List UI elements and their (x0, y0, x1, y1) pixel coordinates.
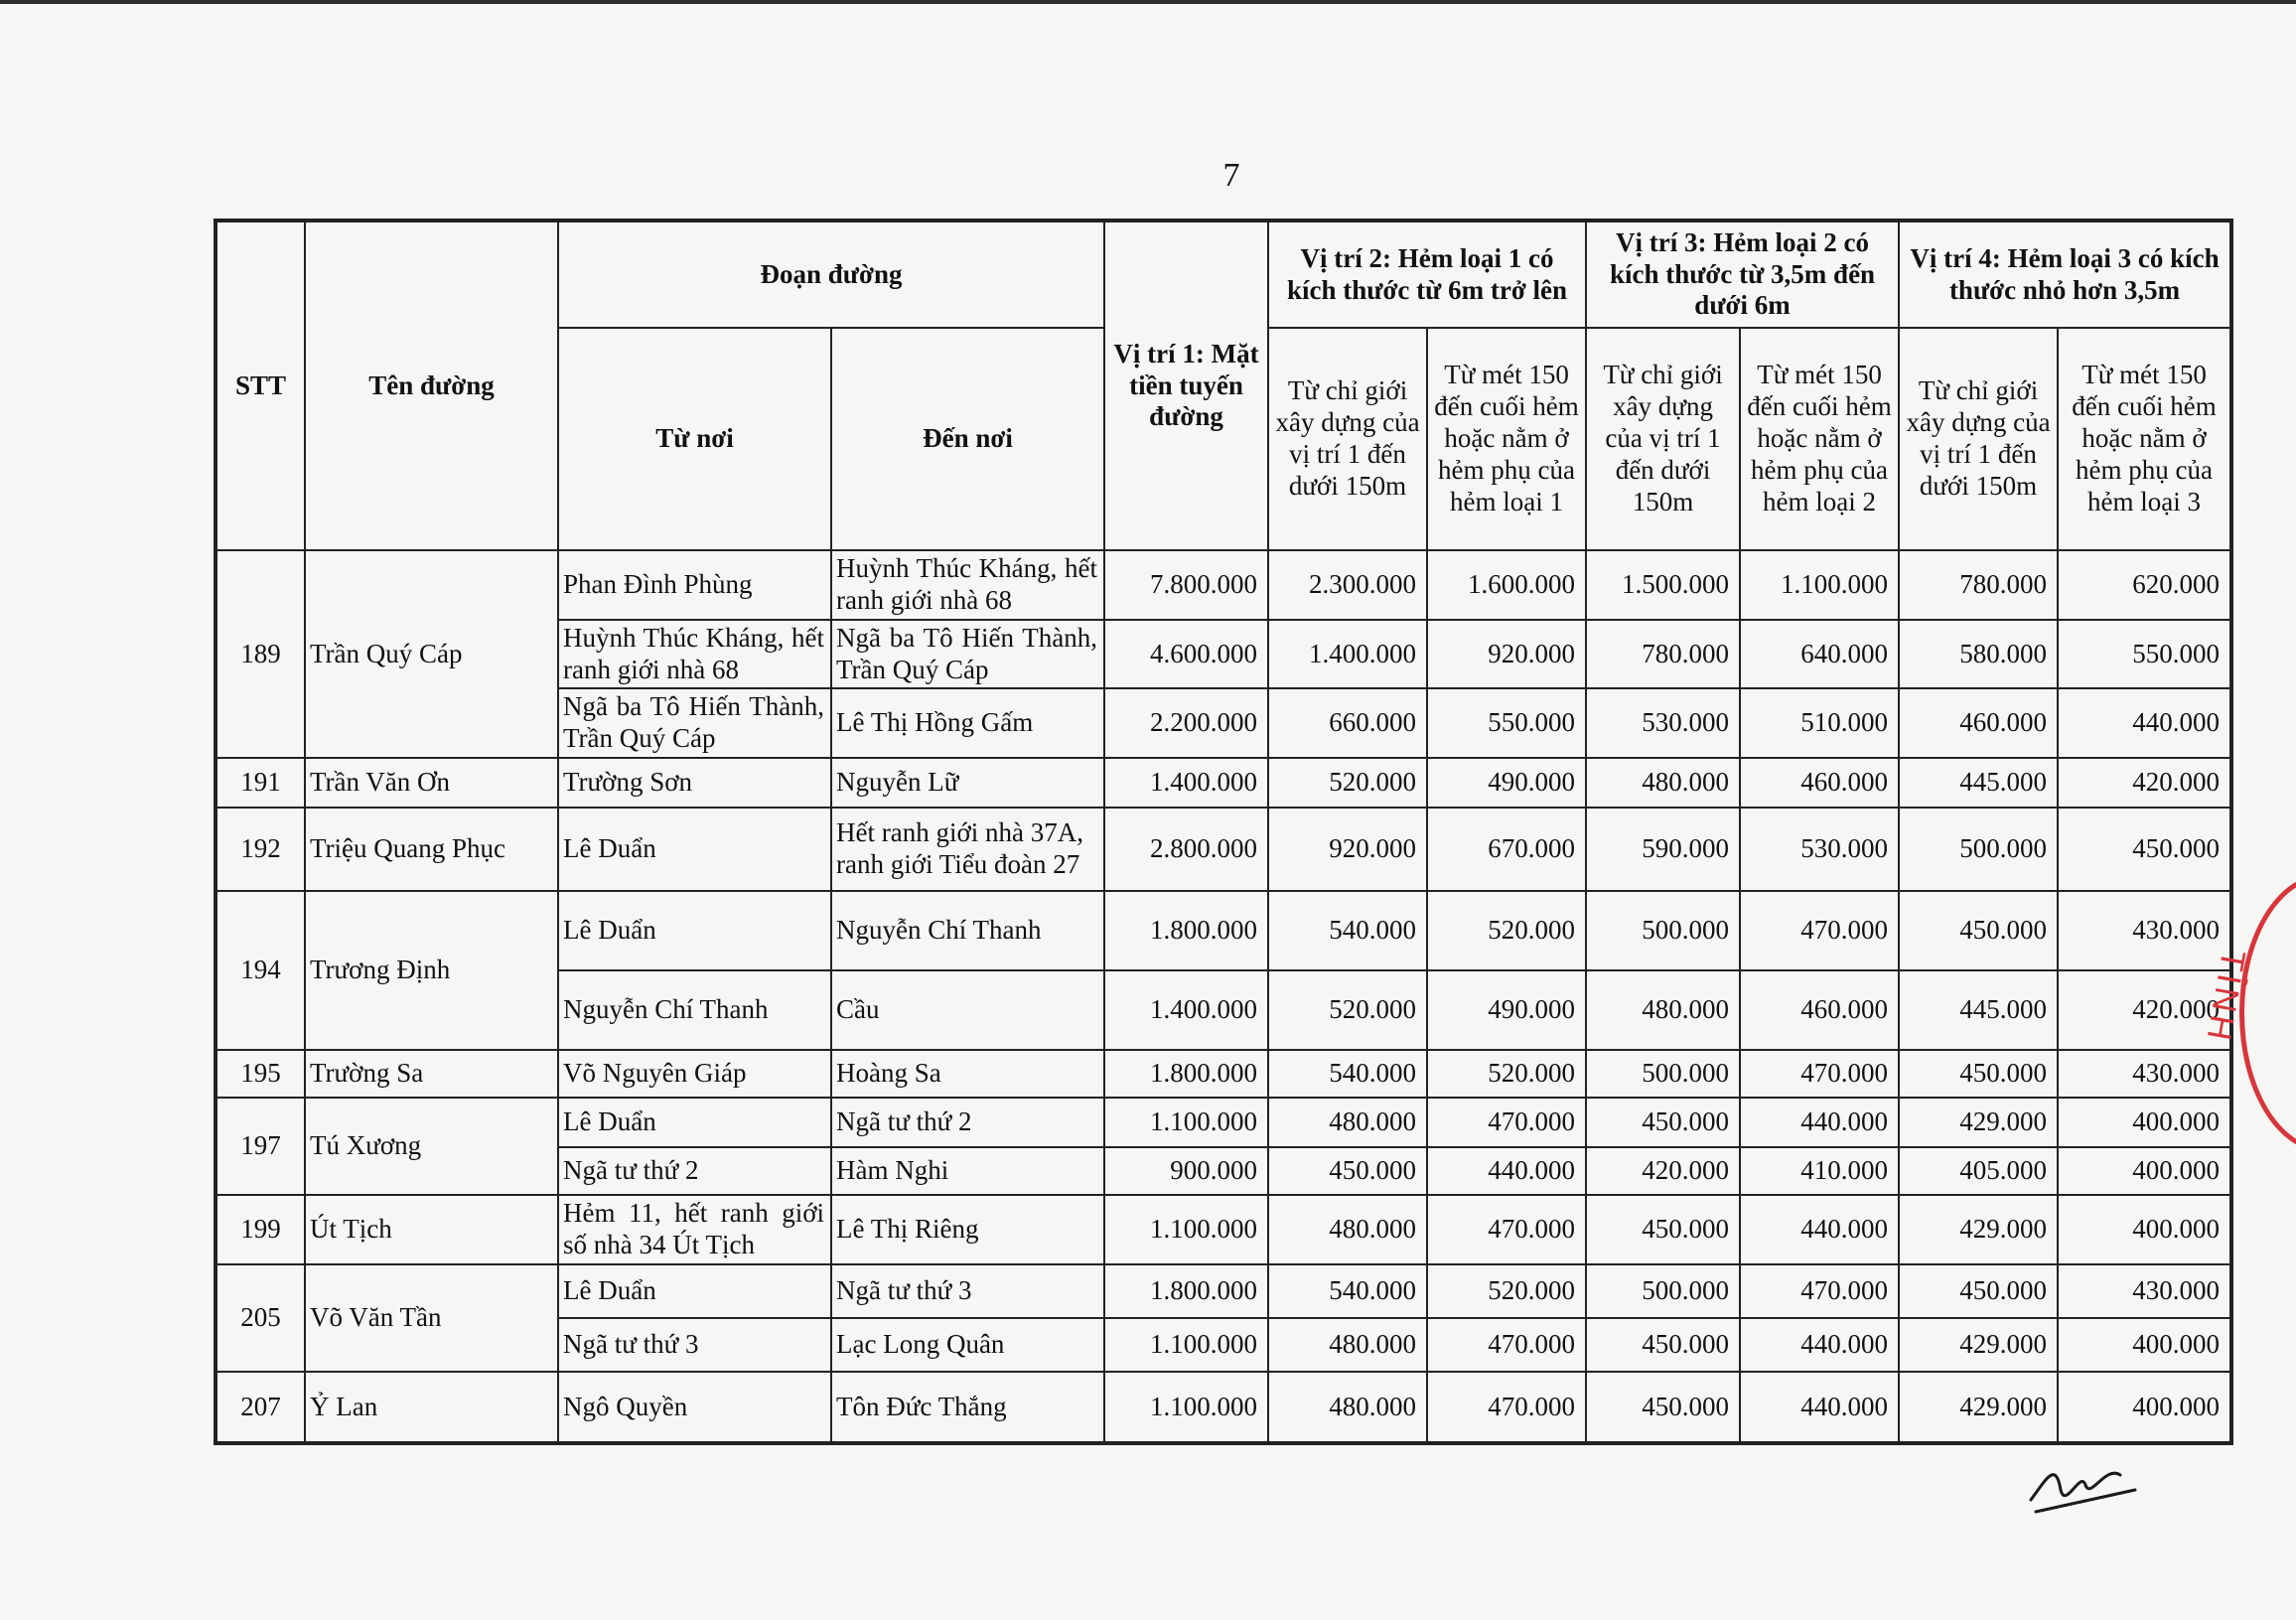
cell-vt2-a: 540.000 (1268, 1050, 1427, 1098)
cell-to: Tôn Đức Thắng (831, 1372, 1104, 1443)
red-seal-stamp-text: TỈNH (2199, 947, 2252, 1047)
table-row (215, 808, 2231, 891)
cell-vt4-b: 400.000 (2058, 1318, 2231, 1372)
cell-vt2-b: 1.600.000 (1427, 550, 1586, 620)
cell-vt2-b: 470.000 (1427, 1195, 1586, 1264)
header-doan-duong: Đoạn đường (558, 221, 1104, 328)
cell-vt2-b: 490.000 (1427, 758, 1586, 808)
handwritten-signature (2026, 1450, 2145, 1520)
cell-stt: 192 (215, 808, 305, 891)
cell-vt3-b: 460.000 (1740, 758, 1899, 808)
page-number: 7 (1222, 157, 1240, 194)
header-vt2-b: Từ mét 150 đến cuối hẻm hoặc nằm ở hẻm phụ của hẻm loại 1 (1427, 328, 1586, 550)
cell-vt3-a: 450.000 (1586, 1195, 1740, 1264)
cell-vt2-a: 520.000 (1268, 758, 1427, 808)
cell-vt4-b: 550.000 (2058, 620, 2231, 689)
cell-vt2-b: 440.000 (1427, 1147, 1586, 1195)
cell-vt4-a: 450.000 (1899, 1264, 2058, 1318)
cell-vt3-b: 640.000 (1740, 620, 1899, 689)
cell-street-name: Út Tịch (305, 1195, 558, 1264)
cell-vt3-b: 440.000 (1740, 1195, 1899, 1264)
cell-stt: 205 (215, 1264, 305, 1372)
cell-vt3-b: 440.000 (1740, 1098, 1899, 1147)
table-row (215, 891, 2231, 970)
cell-vt4-a: 429.000 (1899, 1372, 2058, 1443)
cell-vt1: 2.800.000 (1104, 808, 1268, 891)
cell-street-name: Tú Xương (305, 1098, 558, 1195)
header-vt3-b: Từ mét 150 đến cuối hẻm hoặc nằm ở hẻm phụ của hẻm loại 2 (1740, 328, 1899, 550)
cell-vt3-b: 510.000 (1740, 688, 1899, 758)
cell-vt1: 1.400.000 (1104, 758, 1268, 808)
cell-from: Ngã ba Tô Hiến Thành, Trần Quý Cáp (558, 688, 831, 758)
cell-vt2-a: 2.300.000 (1268, 550, 1427, 620)
header-vt4-a: Từ chỉ giới xây dựng của vị trí 1 đến dưới 150m (1899, 328, 2058, 550)
header-vi-tri-4: Vị trí 4: Hẻm loại 3 có kích thước nhỏ hơn 3,5m (1899, 221, 2231, 328)
cell-vt4-a: 450.000 (1899, 891, 2058, 970)
cell-from: Phan Đình Phùng (558, 550, 831, 620)
cell-vt1: 1.100.000 (1104, 1195, 1268, 1264)
header-vt3-a: Từ chỉ giới xây dựng của vị trí 1 đến dưới 150m (1586, 328, 1740, 550)
cell-to: Lê Thị Hồng Gấm (831, 688, 1104, 758)
cell-street-name: Trần Văn Ơn (305, 758, 558, 808)
table-row (215, 1372, 2231, 1443)
cell-from: Lê Duẩn (558, 1098, 831, 1147)
header-den-noi: Đến nơi (831, 328, 1104, 550)
header-tu-noi: Từ nơi (558, 328, 831, 550)
cell-vt3-b: 440.000 (1740, 1318, 1899, 1372)
table-body (215, 550, 2231, 1443)
cell-vt3-a: 780.000 (1586, 620, 1740, 689)
cell-from: Lê Duẩn (558, 1264, 831, 1318)
cell-vt3-b: 470.000 (1740, 891, 1899, 970)
header-vt4-b: Từ mét 150 đến cuối hẻm hoặc nằm ở hẻm phụ của hẻm loại 3 (2058, 328, 2231, 550)
cell-vt3-b: 460.000 (1740, 970, 1899, 1050)
cell-vt2-a: 1.400.000 (1268, 620, 1427, 689)
cell-vt3-a: 480.000 (1586, 758, 1740, 808)
cell-from: Hẻm 11, hết ranh giới số nhà 34 Út Tịch (558, 1195, 831, 1264)
cell-from: Ngô Quyền (558, 1372, 831, 1443)
cell-vt4-b: 400.000 (2058, 1147, 2231, 1195)
cell-vt1: 2.200.000 (1104, 688, 1268, 758)
cell-from: Lê Duẩn (558, 808, 831, 891)
cell-from: Lê Duẩn (558, 891, 831, 970)
cell-stt: 199 (215, 1195, 305, 1264)
cell-to: Lê Thị Riêng (831, 1195, 1104, 1264)
cell-vt1: 1.100.000 (1104, 1372, 1268, 1443)
land-price-table-container (214, 219, 2229, 1445)
cell-vt4-a: 780.000 (1899, 550, 2058, 620)
cell-vt2-b: 920.000 (1427, 620, 1586, 689)
cell-vt2-a: 540.000 (1268, 1264, 1427, 1318)
cell-vt4-b: 430.000 (2058, 891, 2231, 970)
cell-street-name: Triệu Quang Phục (305, 808, 558, 891)
cell-vt3-b: 1.100.000 (1740, 550, 1899, 620)
cell-vt2-b: 670.000 (1427, 808, 1586, 891)
cell-vt3-a: 450.000 (1586, 1098, 1740, 1147)
cell-vt2-b: 470.000 (1427, 1318, 1586, 1372)
cell-to: Ngã tư thứ 2 (831, 1098, 1104, 1147)
cell-stt: 194 (215, 891, 305, 1050)
cell-street-name: Trương Định (305, 891, 558, 1050)
cell-street-name: Võ Văn Tần (305, 1264, 558, 1372)
table-row (215, 550, 2231, 620)
cell-vt1: 1.100.000 (1104, 1318, 1268, 1372)
cell-from: Ngã tư thứ 3 (558, 1318, 831, 1372)
cell-vt4-b: 420.000 (2058, 758, 2231, 808)
cell-from: Ngã tư thứ 2 (558, 1147, 831, 1195)
cell-vt4-a: 580.000 (1899, 620, 2058, 689)
table-row (215, 1050, 2231, 1098)
cell-vt4-a: 450.000 (1899, 1050, 2058, 1098)
cell-vt4-b: 440.000 (2058, 688, 2231, 758)
cell-vt4-a: 429.000 (1899, 1098, 2058, 1147)
cell-to: Cầu (831, 970, 1104, 1050)
cell-stt: 189 (215, 550, 305, 758)
cell-vt4-a: 405.000 (1899, 1147, 2058, 1195)
cell-vt1: 1.800.000 (1104, 1264, 1268, 1318)
cell-vt3-b: 410.000 (1740, 1147, 1899, 1195)
cell-vt3-b: 530.000 (1740, 808, 1899, 891)
table-header (215, 221, 2231, 550)
cell-vt4-a: 429.000 (1899, 1318, 2058, 1372)
cell-from: Trường Sơn (558, 758, 831, 808)
cell-street-name: Trường Sa (305, 1050, 558, 1098)
cell-vt3-a: 450.000 (1586, 1318, 1740, 1372)
cell-vt2-b: 520.000 (1427, 1050, 1586, 1098)
cell-to: Nguyễn Chí Thanh (831, 891, 1104, 970)
cell-vt4-b: 400.000 (2058, 1098, 2231, 1147)
cell-vt1: 1.800.000 (1104, 891, 1268, 970)
header-vi-tri-2: Vị trí 2: Hẻm loại 1 có kích thước từ 6m trở lên (1268, 221, 1586, 328)
cell-vt2-a: 450.000 (1268, 1147, 1427, 1195)
cell-vt4-a: 445.000 (1899, 970, 2058, 1050)
header-vt2-a: Từ chỉ giới xây dựng của vị trí 1 đến dưới 150m (1268, 328, 1427, 550)
cell-to: Ngã tư thứ 3 (831, 1264, 1104, 1318)
cell-vt1: 900.000 (1104, 1147, 1268, 1195)
cell-vt3-a: 1.500.000 (1586, 550, 1740, 620)
cell-to: Huỳnh Thúc Kháng, hết ranh giới nhà 68 (831, 550, 1104, 620)
cell-from: Huỳnh Thúc Kháng, hết ranh giới nhà 68 (558, 620, 831, 689)
cell-vt1: 1.800.000 (1104, 1050, 1268, 1098)
header-stt: STT (215, 221, 305, 550)
cell-street-name: Ỷ Lan (305, 1372, 558, 1443)
cell-vt3-a: 500.000 (1586, 891, 1740, 970)
cell-vt3-a: 450.000 (1586, 1372, 1740, 1443)
cell-vt2-a: 480.000 (1268, 1372, 1427, 1443)
cell-vt1: 4.600.000 (1104, 620, 1268, 689)
cell-street-name: Trần Quý Cáp (305, 550, 558, 758)
table-row (215, 758, 2231, 808)
cell-vt1: 1.400.000 (1104, 970, 1268, 1050)
cell-vt1: 7.800.000 (1104, 550, 1268, 620)
cell-stt: 191 (215, 758, 305, 808)
cell-vt4-b: 400.000 (2058, 1372, 2231, 1443)
cell-vt2-b: 470.000 (1427, 1372, 1586, 1443)
cell-vt4-a: 429.000 (1899, 1195, 2058, 1264)
cell-stt: 195 (215, 1050, 305, 1098)
cell-to: Ngã ba Tô Hiến Thành, Trần Quý Cáp (831, 620, 1104, 689)
cell-vt4-b: 450.000 (2058, 808, 2231, 891)
cell-vt4-b: 620.000 (2058, 550, 2231, 620)
cell-vt2-b: 550.000 (1427, 688, 1586, 758)
table-row (215, 1195, 2231, 1264)
cell-vt3-b: 470.000 (1740, 1050, 1899, 1098)
cell-vt2-b: 520.000 (1427, 891, 1586, 970)
cell-vt2-a: 480.000 (1268, 1318, 1427, 1372)
cell-to: Hàm Nghi (831, 1147, 1104, 1195)
cell-vt2-a: 520.000 (1268, 970, 1427, 1050)
cell-vt3-a: 530.000 (1586, 688, 1740, 758)
cell-vt3-b: 440.000 (1740, 1372, 1899, 1443)
cell-to: Nguyễn Lữ (831, 758, 1104, 808)
scan-top-edge (0, 0, 2296, 4)
cell-vt2-a: 480.000 (1268, 1098, 1427, 1147)
cell-vt2-a: 920.000 (1268, 808, 1427, 891)
cell-to: Lạc Long Quân (831, 1318, 1104, 1372)
cell-vt3-a: 420.000 (1586, 1147, 1740, 1195)
cell-to: Hết ranh giới nhà 37A, ranh giới Tiểu đoàn 27 (831, 808, 1104, 891)
header-vi-tri-1: Vị trí 1: Mặt tiền tuyến đường (1104, 221, 1268, 550)
cell-vt2-a: 480.000 (1268, 1195, 1427, 1264)
cell-from: Nguyễn Chí Thanh (558, 970, 831, 1050)
cell-vt4-b: 420.000 (2058, 970, 2231, 1050)
cell-vt3-a: 500.000 (1586, 1050, 1740, 1098)
cell-stt: 197 (215, 1098, 305, 1195)
cell-vt4-b: 400.000 (2058, 1195, 2231, 1264)
red-seal-stamp (2239, 874, 2296, 1152)
cell-vt2-b: 520.000 (1427, 1264, 1586, 1318)
table-row (215, 1098, 2231, 1147)
cell-vt4-b: 430.000 (2058, 1264, 2231, 1318)
table-row (215, 1264, 2231, 1318)
cell-vt3-a: 590.000 (1586, 808, 1740, 891)
cell-to: Hoàng Sa (831, 1050, 1104, 1098)
cell-vt3-b: 470.000 (1740, 1264, 1899, 1318)
cell-from: Võ Nguyên Giáp (558, 1050, 831, 1098)
cell-vt4-a: 445.000 (1899, 758, 2058, 808)
cell-vt3-a: 480.000 (1586, 970, 1740, 1050)
land-price-table (214, 219, 2233, 1445)
cell-vt3-a: 500.000 (1586, 1264, 1740, 1318)
header-vi-tri-3: Vị trí 3: Hẻm loại 2 có kích thước từ 3,5m đến dưới 6m (1586, 221, 1899, 328)
cell-vt2-b: 470.000 (1427, 1098, 1586, 1147)
cell-stt: 207 (215, 1372, 305, 1443)
header-ten-duong: Tên đường (305, 221, 558, 550)
cell-vt1: 1.100.000 (1104, 1098, 1268, 1147)
cell-vt4-a: 500.000 (1899, 808, 2058, 891)
cell-vt2-a: 540.000 (1268, 891, 1427, 970)
cell-vt2-b: 490.000 (1427, 970, 1586, 1050)
cell-vt4-b: 430.000 (2058, 1050, 2231, 1098)
cell-vt2-a: 660.000 (1268, 688, 1427, 758)
cell-vt4-a: 460.000 (1899, 688, 2058, 758)
